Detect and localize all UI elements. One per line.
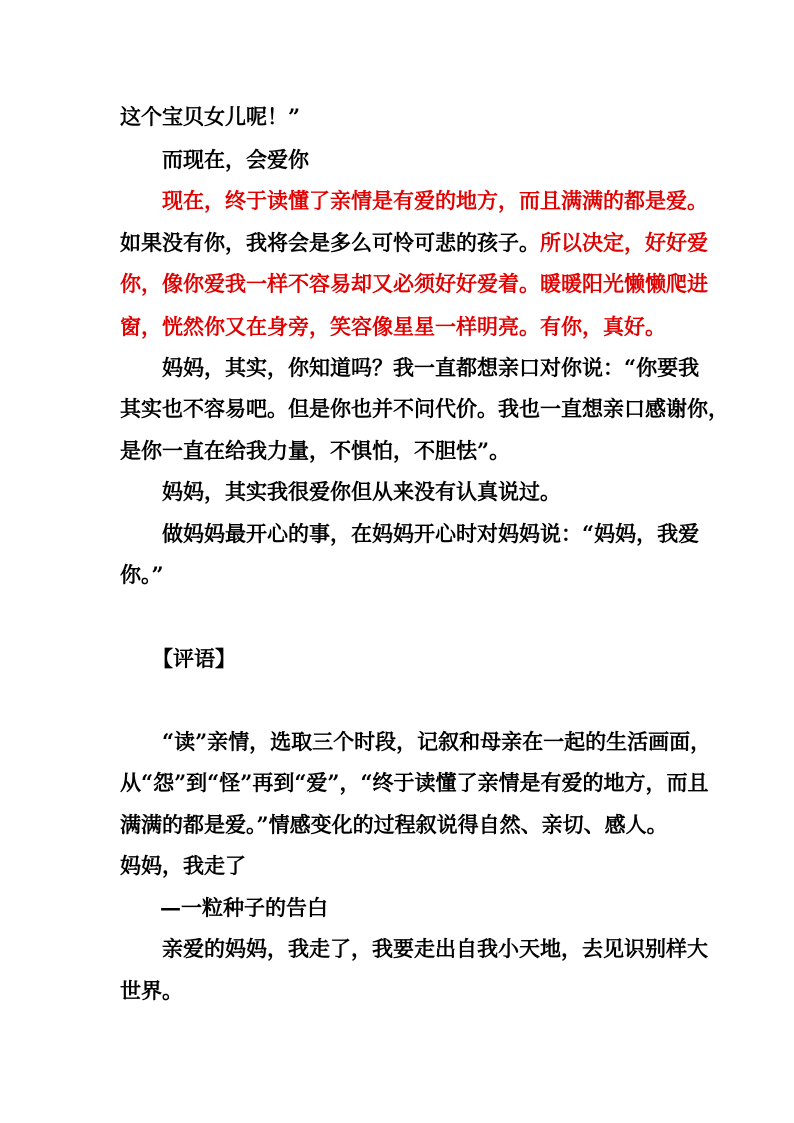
- text-line-9: 是你一直在给我力量，不惧怕，不胆怯”。: [120, 438, 511, 463]
- text-line-16: 满满的都是爱。”情感变化的过程叙说得自然、亲切、感人。: [120, 812, 668, 837]
- text-line-4-red: 所以决定，好好爱: [540, 230, 708, 255]
- text-line-20: 世界。: [120, 978, 183, 1003]
- text-line-5-highlight: 你，像你爱我一样不容易却又必须好好爱着。暖暖阳光懒懒爬进: [120, 271, 708, 296]
- essay-subtitle: —一粒种子的告白: [160, 895, 328, 920]
- text-line-15: 从“怨”到“怪”再到“爱”，“终于读懂了亲情是有爱的地方，而且: [120, 770, 709, 795]
- text-line-14: “读”亲情，选取三个时段，记叙和母亲在一起的生活画面，: [162, 729, 712, 754]
- text-line-3-highlight: 现在，终于读懂了亲情是有爱的地方，而且满满的都是爱。: [162, 188, 708, 213]
- text-line-7: 妈妈，其实，你知道吗？我一直都想亲口对你说：“你要我: [162, 355, 700, 380]
- text-line-4: [120, 228, 708, 258]
- text-line-19: 亲爱的妈妈，我走了，我要走出自我小天地，去见识别样大: [162, 936, 708, 961]
- text-line-6-highlight: 窗，恍然你又在身旁，笑容像星星一样明亮。有你，真好。: [120, 314, 666, 339]
- text-line-2: 而现在，会爱你: [162, 147, 309, 172]
- text-line-8: 其实也不容易吧。但是你也并不问代价。我也一直想亲口感谢你，: [120, 396, 729, 421]
- text-line-11: 做妈妈最开心的事，在妈妈开心时对妈妈说：“妈妈，我爱: [162, 521, 700, 546]
- text-line-12: 你。”: [120, 562, 164, 587]
- essay-title: 妈妈，我走了: [120, 853, 246, 878]
- text-line-4-black: 如果没有你，我将会是多么可怜可悲的孩子。: [120, 230, 540, 255]
- text-line-1: 这个宝贝女儿呢！”: [120, 104, 301, 129]
- text-line-10: 妈妈，其实我很爱你但从来没有认真说过。: [162, 479, 561, 504]
- comment-heading: 【评语】: [152, 646, 236, 671]
